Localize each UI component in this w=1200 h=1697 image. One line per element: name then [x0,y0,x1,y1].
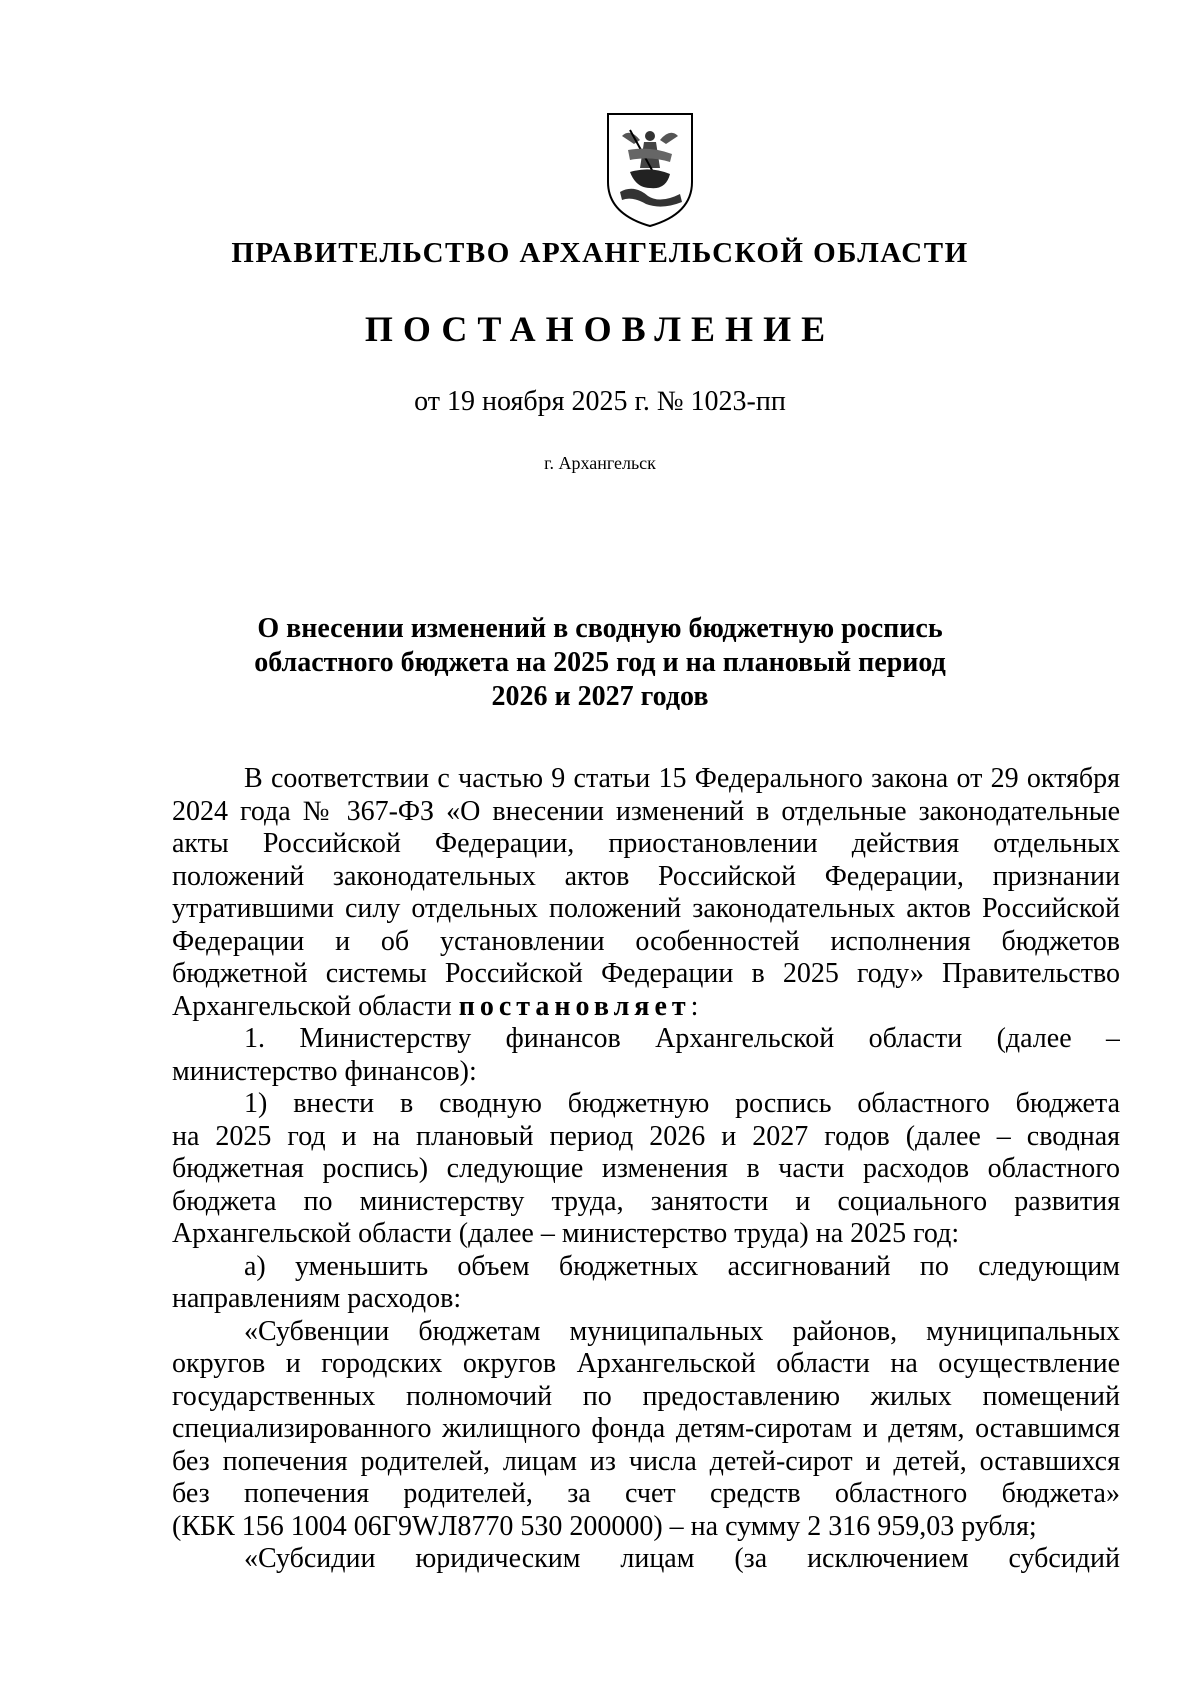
subject-line: О внесении изменений в сводную бюджетную роспись [257,613,943,644]
body-line: 2024 года № 367-ФЗ «О внесении изменений в отдельные законодательные [172,795,1120,827]
document-type: ПОСТАНОВЛЕНИЕ [364,309,836,349]
body-line: специализированного жилищного фонда детям-сиротам и детям, оставшимся [172,1413,1120,1444]
body-line: В соответствии с частью 9 статьи 15 Федерального закона от 29 октября [244,763,1120,794]
body-line: 1) внести в сводную бюджетную роспись областного бюджета [244,1088,1120,1119]
body-line: «Субвенции бюджетам муниципальных районов, муниципальных [244,1315,1120,1347]
body-text: : [690,990,699,1022]
body-line: государственных полномочий по предоставлению жилых помещений [172,1380,1120,1412]
body-line: без попечения родителей, лицам из числа детей-сирот и детей, оставшихся [172,1445,1120,1477]
body-line: на 2025 год и на плановый период 2026 и 2027 годов (далее – сводная [172,1120,1120,1152]
body-line: Федерации и об установлении особенностей исполнения бюджетов [172,925,1120,957]
emblem-icon [600,110,700,230]
body-line: без попечения родителей, за счет средств областного бюджета» [172,1478,1120,1509]
body-line: бюджета по министерству труда, занятости и социального развития [172,1185,1120,1217]
body-line: министерство финансов): [172,1055,477,1087]
body-line: бюджетная роспись) следующие изменения в части расходов областного [172,1153,1120,1184]
resolution-keyword: постановляет [458,990,691,1022]
subject-line: областного бюджета на 2025 год и на плановый период [254,647,946,678]
body-text: Архангельской области [172,990,459,1022]
body-line [172,991,1120,1024]
body-line: акты Российской Федерации, приостановлении действия отдельных [172,828,1120,859]
body-line: (КБК 156 1004 06Г9WЛ8770 530 200000) – на сумму 2 316 959,03 рубля; [172,1510,1037,1542]
body-line: а) уменьшить объем бюджетных ассигнований по следующим [244,1250,1120,1282]
document-body [172,763,1120,1576]
body-line: округов и городских округов Архангельской области на осуществление [172,1348,1120,1379]
government-title: ПРАВИТЕЛЬСТВО АРХАНГЕЛЬСКОЙ ОБЛАСТИ [231,237,969,269]
document-city: г. Архангельск [544,453,656,473]
body-line: 1. Министерству финансов Архангельской области (далее – [244,1023,1120,1054]
document-date-number: от 19 ноября 2025 г. № 1023-пп [414,386,786,417]
body-line: «Субсидии юридическим лицам (за исключением субсидий [244,1543,1120,1574]
coat-of-arms-emblem [600,110,700,230]
document-subject [0,612,1200,714]
body-line: утратившими силу отдельных положений законодательных актов Российской [172,893,1120,924]
body-line: Архангельской области (далее – министерство труда) на 2025 год: [172,1218,960,1249]
subject-line: 2026 и 2027 годов [491,681,709,712]
body-line: направлениям расходов: [172,1283,462,1314]
body-line: положений законодательных актов Российской Федерации, признании [172,860,1120,892]
body-line: бюджетной системы Российской Федерации в 2025 году» Правительство [172,958,1120,989]
